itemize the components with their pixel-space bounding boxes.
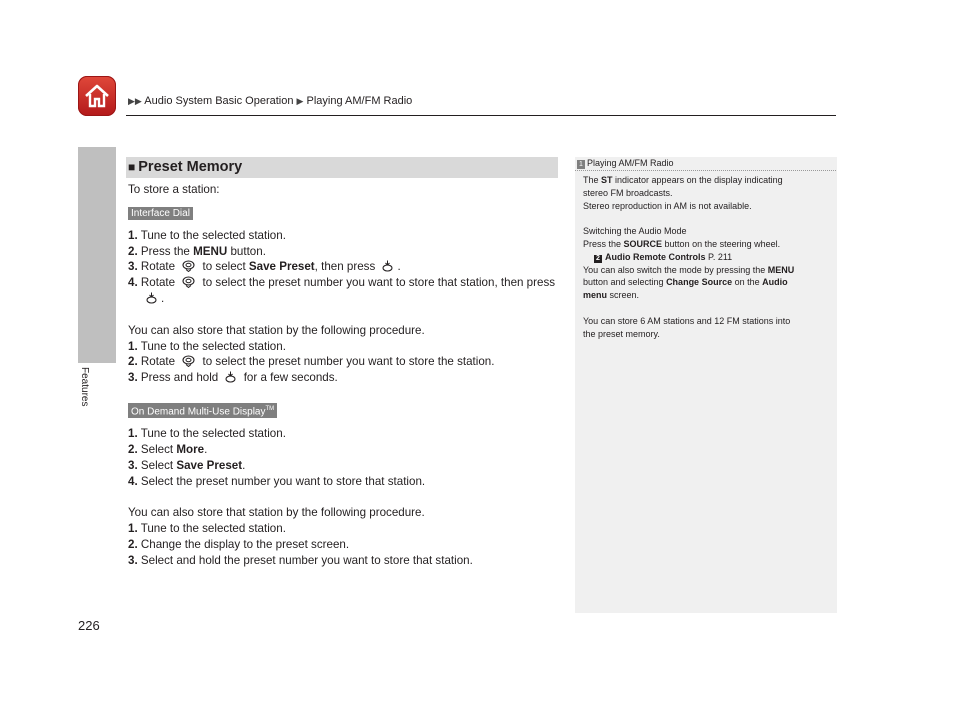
section-title xyxy=(126,157,558,178)
note-text: You can also switch the mode by pressing the MENU xyxy=(583,264,795,275)
step: 1. Tune to the selected station. xyxy=(128,228,286,242)
breadcrumb-arrow-icon: ▶ xyxy=(296,96,304,106)
note-text: menu screen. xyxy=(583,290,640,301)
breadcrumb xyxy=(128,95,412,107)
home-icon xyxy=(83,82,111,110)
breadcrumb-arrow-icon: ▶▶ xyxy=(128,96,142,106)
home-button[interactable] xyxy=(78,76,116,116)
step: 1. Tune to the selected station. xyxy=(128,427,286,441)
step: 3. Rotate to select Save Preset, then press . xyxy=(128,260,401,274)
press-dial-icon xyxy=(382,260,393,272)
note-text: the preset memory. xyxy=(583,328,660,339)
also-text: You can also store that station by the following procedure. xyxy=(128,323,425,337)
sidebar-notes xyxy=(575,157,837,613)
cross-reference-link[interactable]: 2 Audio Remote Controls P. 211 xyxy=(583,251,827,264)
breadcrumb-item[interactable]: Playing AM/FM Radio xyxy=(306,95,413,107)
step: 2. Select More. xyxy=(128,443,208,457)
interface-dial-icon xyxy=(182,276,195,288)
also-text: You can also store that station by the following procedure. xyxy=(128,506,425,520)
intro-text: To store a station: xyxy=(128,183,220,196)
note-text: Press the SOURCE button on the steering wheel. xyxy=(583,238,781,249)
note-number-icon: 1 xyxy=(577,160,585,169)
sidebar-heading: 1 Playing AM/FM Radio xyxy=(575,157,837,170)
step: 2. Rotate to select the preset number you want to store the station. xyxy=(128,355,495,369)
display-tag: On Demand Multi-Use Display™ xyxy=(128,403,277,418)
note-text: The ST indicator appears on the display indicating xyxy=(583,175,783,185)
chapter-tab[interactable] xyxy=(78,147,116,363)
section-square-icon: ■ xyxy=(128,160,136,174)
breadcrumb-item[interactable]: Audio System Basic Operation xyxy=(144,95,294,107)
step: 3. Press and hold for a few seconds. xyxy=(128,371,338,385)
step: 3. Select Save Preset. xyxy=(128,458,246,472)
press-dial-icon xyxy=(146,292,157,304)
sidebar-rule xyxy=(575,170,837,171)
note-text: You can store 6 AM stations and 12 FM stations into xyxy=(583,315,791,326)
step: 1. Tune to the selected station. xyxy=(128,339,286,353)
step: 4. Select the preset number you want to store that station. xyxy=(128,474,426,488)
note-text: Stereo reproduction in AM is not available. xyxy=(583,200,752,211)
note-text: stereo FM broadcasts. xyxy=(583,187,673,198)
step: 2. Press the MENU button. xyxy=(128,244,266,258)
header-rule xyxy=(126,115,836,116)
page-number: 226 xyxy=(78,618,100,633)
step: 4. Rotate to select the preset number you want to store that station, then press . xyxy=(128,276,556,305)
chapter-label: Features xyxy=(79,367,90,407)
section-title-text: Preset Memory xyxy=(138,159,243,175)
note-text: button and selecting Change Source on the Audio xyxy=(583,277,788,288)
xref-arrow-icon: 2 xyxy=(594,255,602,263)
press-dial-icon xyxy=(225,371,236,383)
interface-dial-icon xyxy=(182,260,195,272)
step: 3. Select and hold the preset number you want to store that station. xyxy=(128,553,473,567)
interface-dial-tag: Interface Dial xyxy=(128,207,193,220)
note-subtitle: Switching the Audio Mode xyxy=(583,226,687,237)
step: 1. Tune to the selected station. xyxy=(128,522,286,536)
main-content xyxy=(126,157,558,569)
step: 2. Change the display to the preset screen. xyxy=(128,538,350,552)
interface-dial-icon xyxy=(182,355,195,367)
